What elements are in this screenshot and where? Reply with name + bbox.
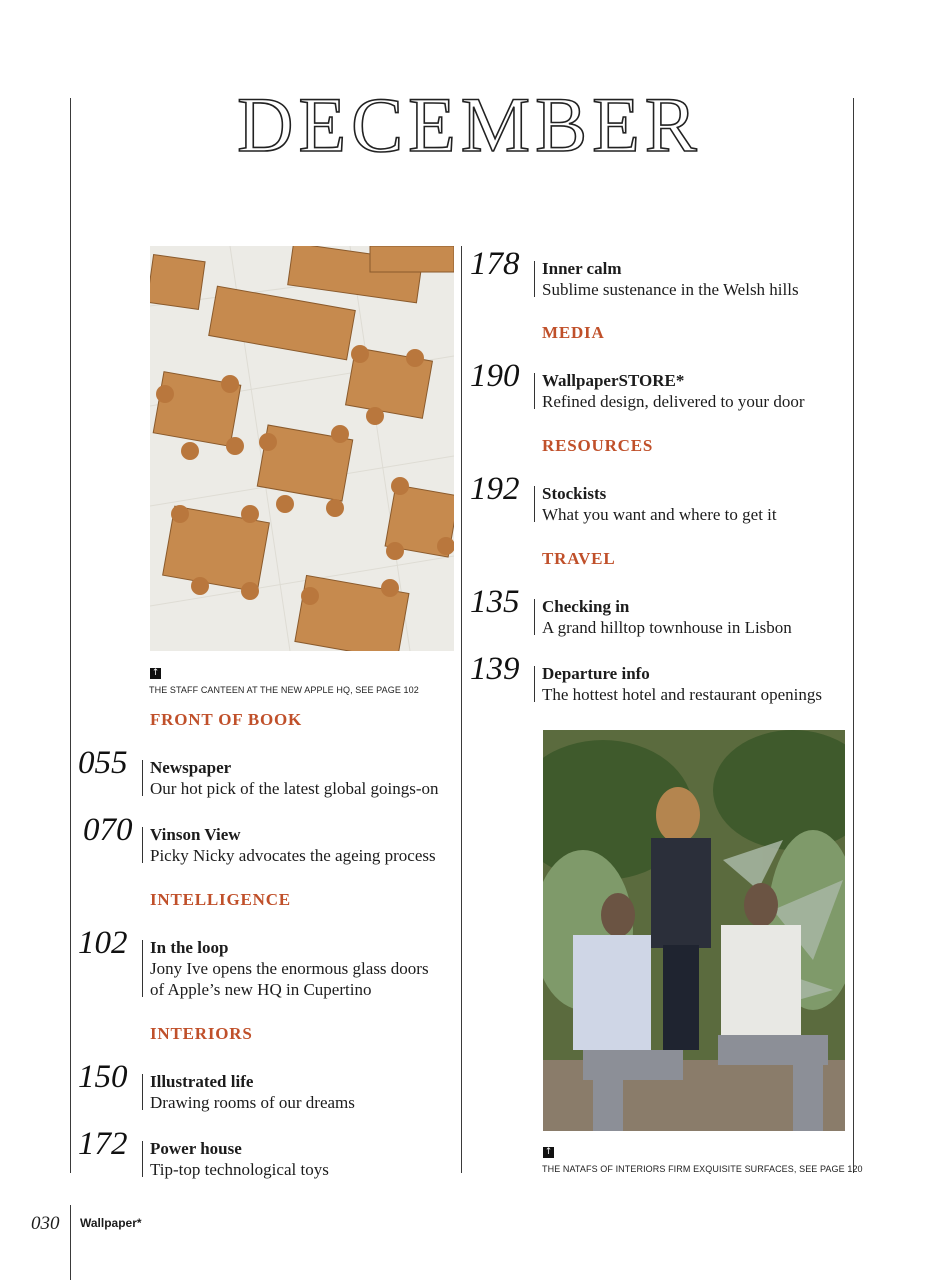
natafs-caption: THE NATAFS OF INTERIORS FIRM EXQUISITE SURFACES, SEE PAGE 120 bbox=[542, 1164, 863, 1174]
entry-page-number: 192 bbox=[470, 471, 520, 507]
entry-title: Checking in bbox=[542, 597, 630, 616]
entry-description: Our hot pick of the latest global goings-on bbox=[150, 779, 439, 798]
natafs-photo bbox=[543, 730, 845, 1131]
entry-description: Drawing rooms of our dreams bbox=[150, 1093, 355, 1112]
entry-title: Departure info bbox=[542, 664, 650, 683]
section-front-of-book: FRONT OF BOOK bbox=[150, 710, 303, 729]
entry-description: Picky Nicky advocates the ageing process bbox=[150, 846, 436, 865]
entry-title: Vinson View bbox=[150, 825, 241, 844]
entry-title: Power house bbox=[150, 1139, 242, 1158]
entry-description-line2: of Apple’s new HQ in Cupertino bbox=[150, 980, 372, 999]
arrow-up-icon: ↑ bbox=[151, 668, 160, 678]
section-media: MEDIA bbox=[542, 323, 605, 342]
entry-page-number: 135 bbox=[470, 584, 520, 620]
entry-page-number: 139 bbox=[470, 651, 520, 687]
canteen-caption: THE STAFF CANTEEN AT THE NEW APPLE HQ, SEE PAGE 102 bbox=[149, 685, 419, 695]
canteen-photo bbox=[150, 246, 454, 651]
entry-title: Illustrated life bbox=[150, 1072, 254, 1091]
entry-title: Stockists bbox=[542, 484, 607, 503]
entry-description: Sublime sustenance in the Welsh hills bbox=[542, 280, 799, 299]
page-title: DECEMBER bbox=[237, 81, 702, 168]
entry-description: Refined design, delivered to your door bbox=[542, 392, 805, 411]
entry-page-number: 172 bbox=[78, 1126, 128, 1162]
entry-title: WallpaperSTORE* bbox=[542, 371, 685, 390]
footer-rule bbox=[70, 1205, 71, 1280]
entry-page-number: 150 bbox=[78, 1059, 128, 1095]
entry-page-number: 190 bbox=[470, 358, 520, 394]
entry-title: In the loop bbox=[150, 938, 229, 957]
entry-description: Jony Ive opens the enormous glass doors bbox=[150, 959, 429, 978]
entry-title: Newspaper bbox=[150, 758, 232, 777]
page-number: 030 bbox=[31, 1213, 60, 1234]
section-intelligence: INTELLIGENCE bbox=[150, 890, 291, 909]
entry-page-number: 070 bbox=[83, 812, 133, 848]
entry-title: Inner calm bbox=[542, 259, 622, 278]
entry-description: Tip-top technological toys bbox=[150, 1160, 329, 1179]
center-column-rule bbox=[461, 246, 462, 1173]
entry-page-number: 178 bbox=[470, 246, 520, 282]
entry-page-number: 055 bbox=[78, 745, 128, 781]
left-margin-rule bbox=[70, 98, 71, 1173]
arrow-up-icon: ↑ bbox=[544, 1147, 553, 1157]
section-resources: RESOURCES bbox=[542, 436, 654, 455]
section-travel: TRAVEL bbox=[542, 549, 616, 568]
entry-page-number: 102 bbox=[78, 925, 128, 961]
right-margin-rule bbox=[853, 98, 854, 1173]
brand-logo: Wallpaper* bbox=[80, 1216, 142, 1230]
entry-description: What you want and where to get it bbox=[542, 505, 777, 524]
section-interiors: INTERIORS bbox=[150, 1024, 253, 1043]
entry-description: A grand hilltop townhouse in Lisbon bbox=[542, 618, 792, 637]
entry-description: The hottest hotel and restaurant openings bbox=[542, 685, 822, 704]
